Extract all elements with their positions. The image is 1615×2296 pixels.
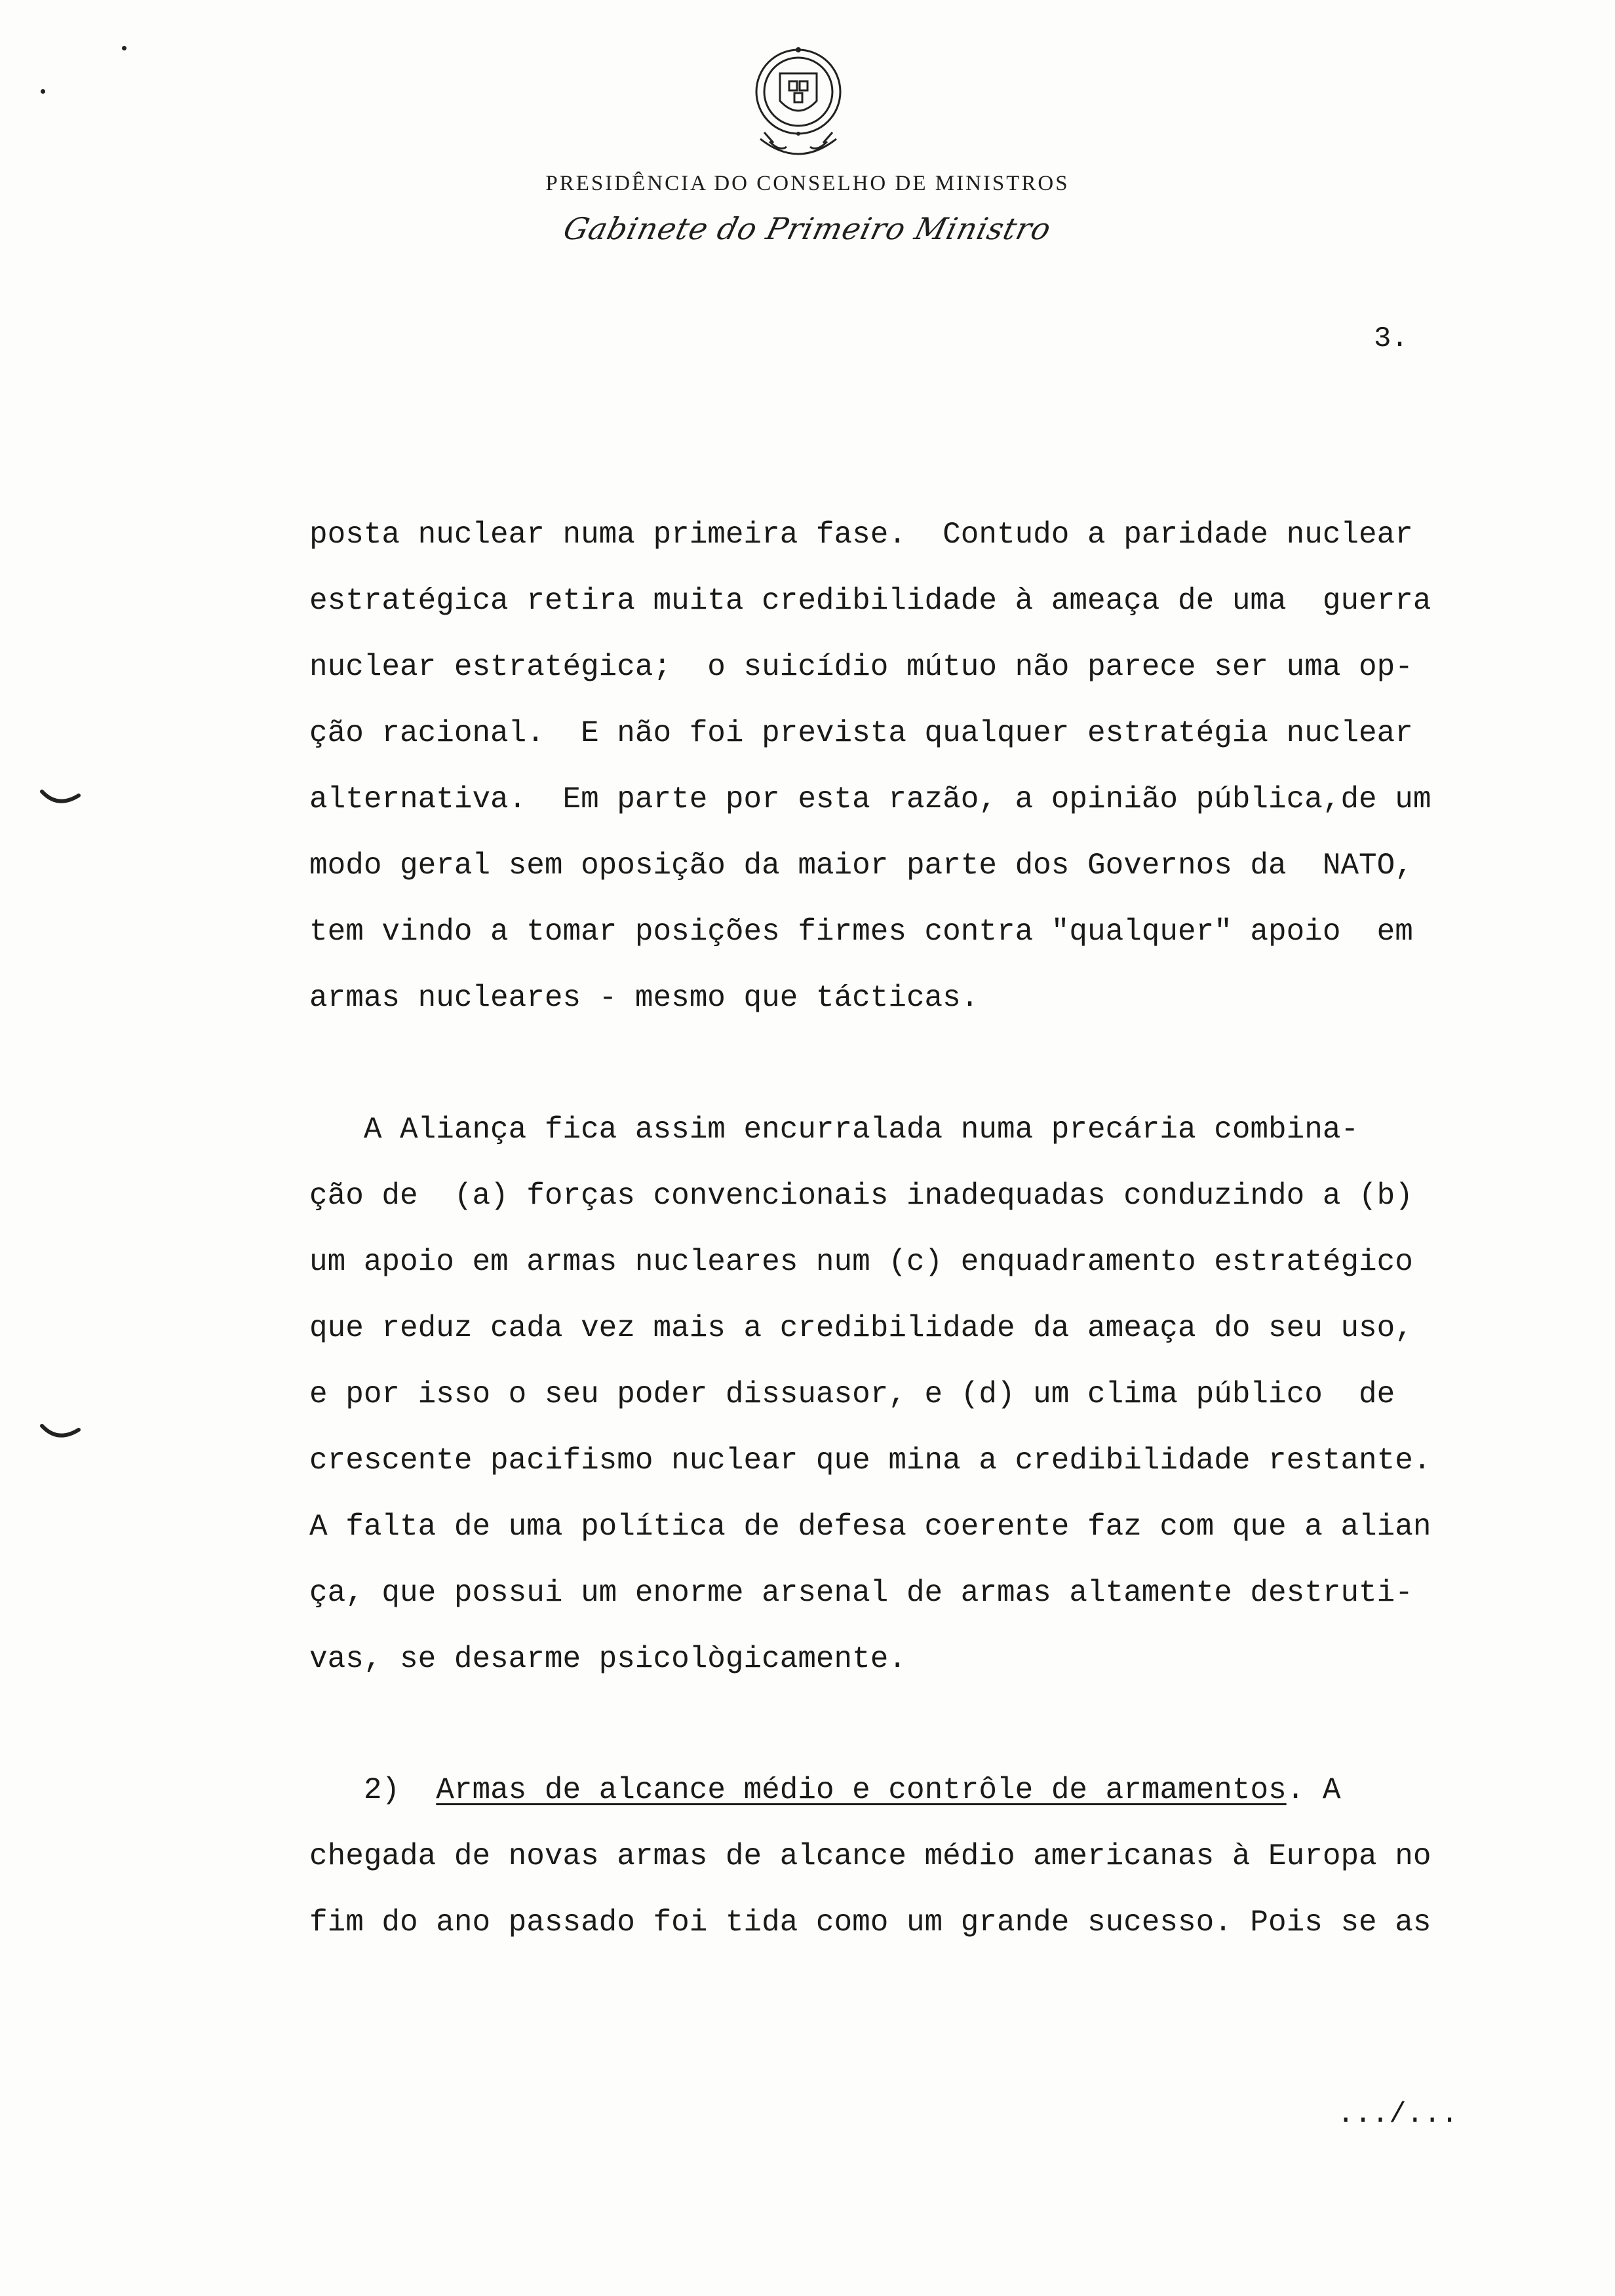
text-line: nuclear estratégica; o suicídio mútuo não parece ser uma op-: [309, 650, 1413, 684]
page-number: 3.: [1374, 322, 1409, 355]
text-line: e por isso o seu poder dissuasor, e (d) um clima público de: [309, 1377, 1395, 1411]
continuation-mark: .../...: [1337, 2098, 1458, 2131]
text-line: tem vindo a tomar posições firmes contra "qualquer" apoio em: [309, 915, 1413, 949]
text-line: ção racional. E não foi prevista qualquer estratégia nuclear: [309, 716, 1413, 750]
text-line: modo geral sem oposição da maior parte dos Governos da NATO,: [309, 849, 1413, 883]
text-line: vas, se desarme psicològicamente.: [309, 1642, 906, 1676]
speck: [122, 46, 126, 50]
coat-of-arms-seal: [741, 41, 856, 165]
text-line: armas nucleares - mesmo que tácticas.: [309, 981, 979, 1015]
text-line: posta nuclear numa primeira fase. Contudo a paridade nuclear: [309, 518, 1413, 552]
punch-mark: [38, 786, 84, 813]
text-line: crescente pacifismo nuclear que mina a credibilidade restante.: [309, 1444, 1431, 1478]
speck: [41, 89, 45, 94]
section-heading: Armas de alcance médio e contrôle de armamentos: [436, 1773, 1287, 1807]
text-line: ção de (a) forças convencionais inadequadas conduzindo a (b): [309, 1179, 1413, 1213]
text-line: alternativa. Em parte por esta razão, a opinião pública,de um: [309, 782, 1431, 816]
text-line: estratégica retira muita credibilidade à ameaça de uma guerra: [309, 584, 1431, 618]
text-line: que reduz cada vez mais a credibilidade da ameaça do seu uso,: [309, 1311, 1413, 1345]
text-line: A Aliança fica assim encurralada numa precária combina-: [309, 1113, 1359, 1147]
office-subtitle: Gabinete do Primeiro Ministro: [560, 211, 1055, 246]
punch-mark: [38, 1421, 84, 1447]
section-heading-line: [309, 1773, 1341, 1807]
text-line: fim do ano passado foi tida como um grande sucesso. Pois se as: [309, 1905, 1431, 1940]
text-line: um apoio em armas nucleares num (c) enquadramento estratégico: [309, 1245, 1413, 1279]
text-line: ça, que possui um enorme arsenal de armas altamente destruti-: [309, 1576, 1413, 1610]
section-heading-tail: . A: [1286, 1773, 1341, 1807]
organization-title: PRESIDÊNCIA DO CONSELHO DE MINISTROS: [545, 172, 1070, 195]
text-line: chegada de novas armas de alcance médio americanas à Europa no: [309, 1839, 1431, 1873]
text-line: A falta de uma política de defesa coerente faz com que a alian: [309, 1510, 1431, 1544]
section-number: 2): [363, 1773, 400, 1807]
